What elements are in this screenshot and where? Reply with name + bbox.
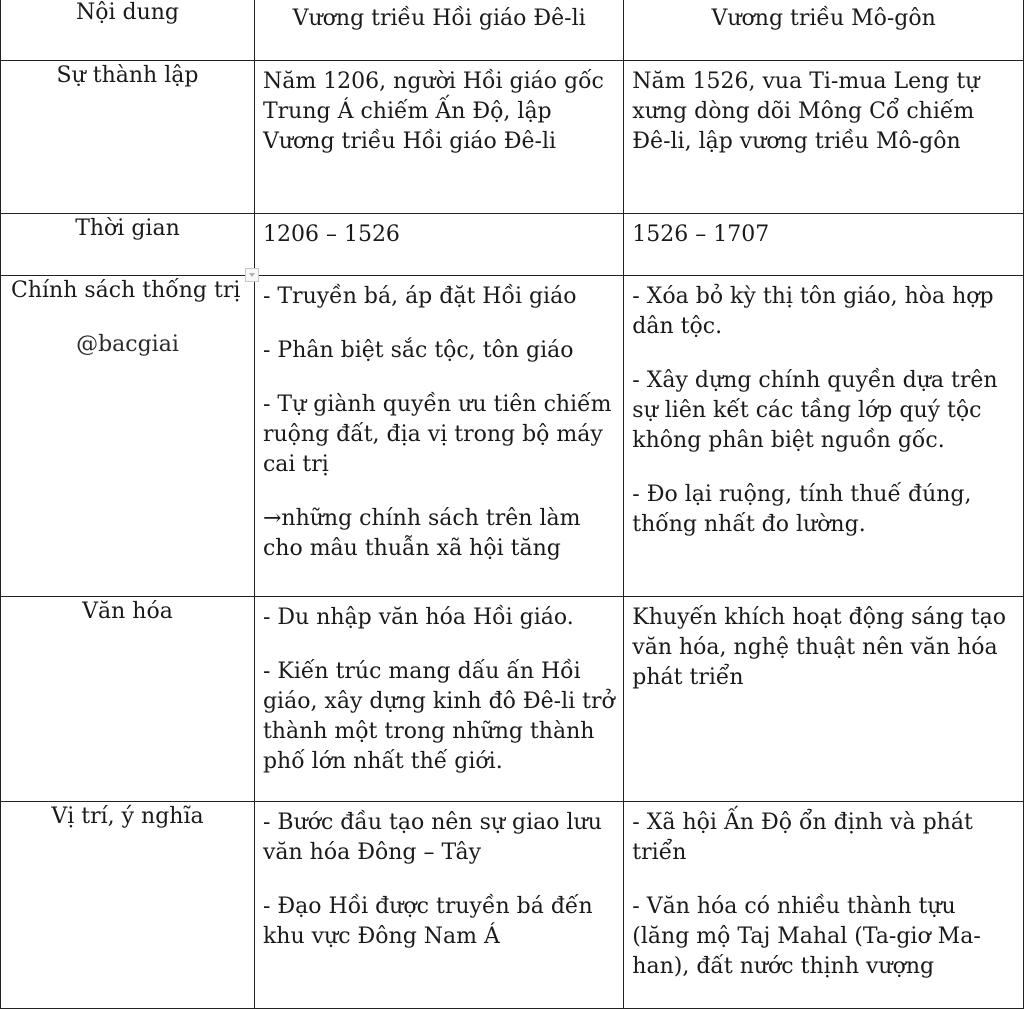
table-row-role <box>1 802 1024 1009</box>
cell-paragraph: 1526 – 1707 <box>632 222 770 247</box>
table-row-founding <box>1 61 1024 214</box>
cell-paragraph: - Văn hóa có nhiều thành tựu (lăng mộ Taj Mahal (Ta-giơ Ma-han), đất nước thịnh vượng <box>632 894 981 979</box>
row-label: Văn hóa <box>82 599 173 624</box>
cell-paragraph: - Du nhập văn hóa Hồi giáo. <box>262 605 574 630</box>
cell-paragraph: - Bước đầu tạo nên sự giao lưu văn hóa Đông – Tây <box>262 810 602 865</box>
cell-paragraph: - Đạo Hồi được truyền bá đến khu vực Đông Nam Á <box>262 894 593 949</box>
founding-delhi-cell <box>254 61 623 214</box>
cell-paragraph: Khuyến khích hoạt động sáng tạo văn hóa, nghệ thuật nên văn hóa phát triển <box>632 605 1007 690</box>
header-content <box>1 0 255 61</box>
role-label-cell <box>1 802 255 1009</box>
time-delhi-cell <box>254 214 623 276</box>
culture-label-cell <box>1 597 255 802</box>
role-mughal-cell <box>624 802 1024 1009</box>
row-label: Vị trí, ý nghĩa <box>51 804 204 829</box>
cell-paragraph: - Tự giành quyền ưu tiên chiếm ruộng đất, địa vị trong bộ máy cai trị <box>262 392 612 477</box>
header-mughal <box>624 0 1024 61</box>
table-row-policy <box>1 276 1024 597</box>
cell-paragraph: 1206 – 1526 <box>262 222 400 247</box>
policy-label-cell <box>1 276 255 597</box>
time-label-cell <box>1 214 255 276</box>
header-mughal-label: Vương triều Mô-gôn <box>711 6 936 31</box>
cell-paragraph: - Phân biệt sắc tộc, tôn giáo <box>262 338 574 363</box>
row-label: Thời gian <box>75 216 180 241</box>
policy-mughal-cell <box>624 276 1024 597</box>
table-row-culture <box>1 597 1024 802</box>
cell-paragraph: - Kiến trúc mang dấu ấn Hồi giáo, xây dựng kinh đô Đê-li trở thành một trong những thành phố lớn nhất thế giới. <box>262 659 615 774</box>
header-content-label: Nội dung <box>75 0 179 25</box>
table-header-row <box>1 0 1024 61</box>
role-delhi-cell <box>254 802 623 1009</box>
header-delhi-label: Vương triều Hồi giáo Đê-li <box>292 6 586 31</box>
cell-paragraph: - Đo lại ruộng, tính thuế đúng, thống nhất đo lường. <box>632 482 972 537</box>
cell-paragraph: - Xã hội Ấn Độ ổn định và phát triển <box>632 810 973 865</box>
header-delhi <box>254 0 623 61</box>
row-label: Sự thành lập <box>56 63 199 88</box>
cell-paragraph: Năm 1206, người Hồi giáo gốc Trung Á chiếm Ấn Độ, lập Vương triều Hồi giáo Đê-li <box>262 69 604 154</box>
cell-paragraph: - Xóa bỏ kỳ thị tôn giáo, hòa hợp dân tộc. <box>632 284 994 339</box>
policy-delhi-cell <box>254 276 623 597</box>
cell-paragraph: - Xây dựng chính quyền dựa trên sự liên kết các tầng lớp quý tộc không phân biệt nguồn gốc. <box>632 368 998 453</box>
founding-mughal-cell <box>624 61 1024 214</box>
chevron-down-icon[interactable] <box>245 268 259 282</box>
founding-label-cell <box>1 61 255 214</box>
time-mughal-cell <box>624 214 1024 276</box>
culture-mughal-cell <box>624 597 1024 802</box>
table-row-time <box>1 214 1024 276</box>
cell-paragraph: →những chính sách trên làm cho mâu thuẫn xã hội tăng <box>262 506 581 561</box>
watermark-text: @bacgiai <box>76 332 179 357</box>
culture-delhi-cell <box>254 597 623 802</box>
cell-paragraph: Năm 1526, vua Ti-mua Leng tự xưng dòng dõi Mông Cổ chiếm Đê-li, lập vương triều Mô-gôn <box>632 69 980 154</box>
row-label: Chính sách thống trị <box>11 278 241 303</box>
cell-paragraph: - Truyền bá, áp đặt Hồi giáo <box>262 284 577 309</box>
